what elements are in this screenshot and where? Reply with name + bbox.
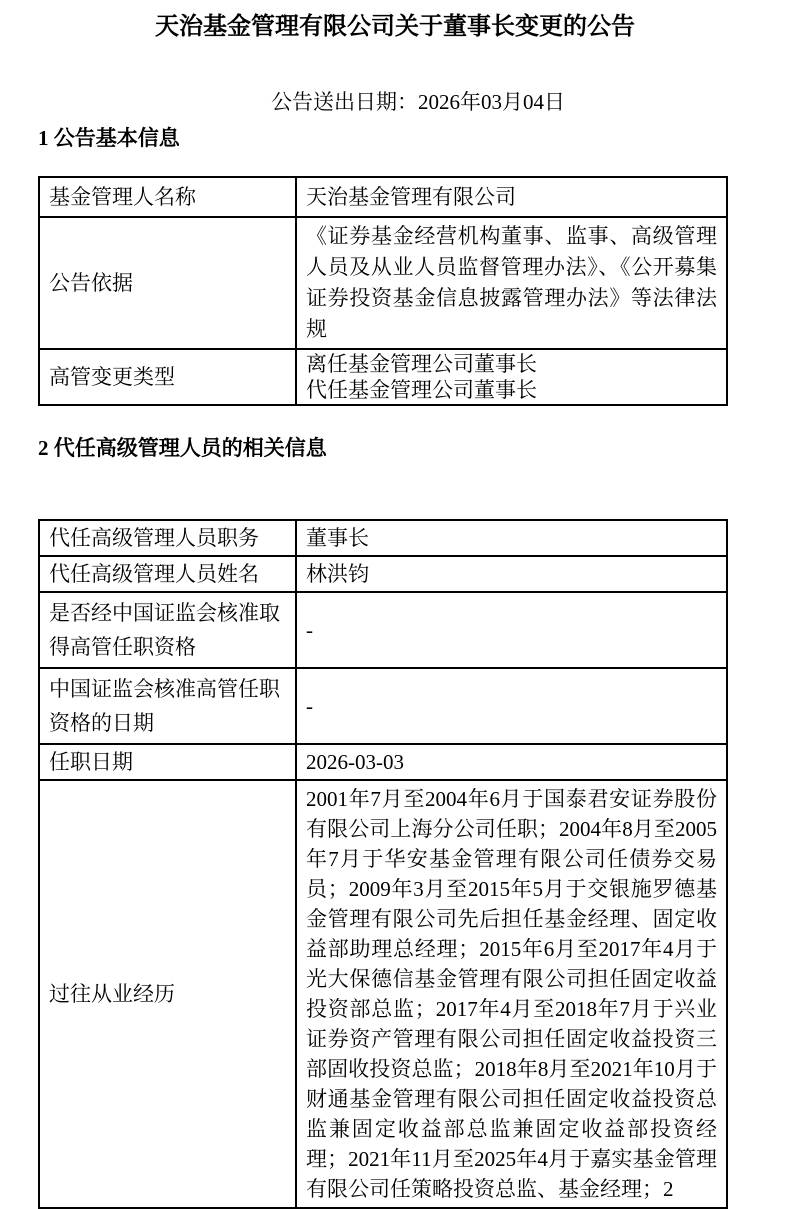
table-row-acting-name <box>39 556 727 592</box>
row-label: 公告依据 <box>39 217 296 349</box>
row-value: 2001年7月至2004年6月于国泰君安证券股份有限公司上海分公司任职；2004年8月至2005年7月于华安基金管理有限公司任债券交易员；2009年3月至2015年5月于交银施罗德基金管理有限公司先后担任基金经理、固定收益部助理总经理；2015年6月至2017年4月于光大保德信基金管理有限公司担任固定收益投资部总监；2017年4月至2018年7月于兴业证券资产管理有限公司担任固定收益投资三部固收投资总监；2018年8月至2021年10月于财通基金管理有限公司担任固定收益投资总监兼固定收益部总监兼固定收益部投资经理；2021年11月至2025年4月于嘉实基金管理有限公司任策略投资总监、基金经理；2 <box>296 780 727 1208</box>
table-row-acting-position <box>39 520 727 556</box>
row-value: - <box>296 668 727 744</box>
row-label: 是否经中国证监会核准取得高管任职资格 <box>39 592 296 668</box>
change-type-line-1: 离任基金管理公司董事长 <box>306 352 537 376</box>
section-1-heading: 1 公告基本信息 <box>38 126 180 150</box>
table-row-csrc-approval <box>39 592 727 668</box>
row-label: 基金管理人名称 <box>39 177 296 217</box>
row-label: 代任高级管理人员职务 <box>39 520 296 556</box>
row-label: 代任高级管理人员姓名 <box>39 556 296 592</box>
row-value: 2026-03-03 <box>296 744 727 780</box>
row-label: 任职日期 <box>39 744 296 780</box>
row-label: 中国证监会核准高管任职资格的日期 <box>39 668 296 744</box>
table-row-announcement-basis <box>39 217 727 349</box>
row-value <box>296 349 727 405</box>
document-title: 天治基金管理有限公司关于董事长变更的公告 <box>155 14 635 40</box>
row-label: 高管变更类型 <box>39 349 296 405</box>
table-row-fund-manager-name <box>39 177 727 217</box>
basic-info-table <box>38 176 728 406</box>
row-value: 《证券基金经营机构董事、监事、高级管理人员及从业人员监督管理办法》、《公开募集证券投资基金信息披露管理办法》等法律法规 <box>296 217 727 349</box>
section-2-heading: 2 代任高级管理人员的相关信息 <box>38 436 327 460</box>
row-value: - <box>296 592 727 668</box>
row-value: 林洪钧 <box>296 556 727 592</box>
table-row-csrc-approval-date <box>39 668 727 744</box>
acting-executive-info-table <box>38 519 728 1209</box>
change-type-line-2: 代任基金管理公司董事长 <box>306 378 537 402</box>
row-label: 过往从业经历 <box>39 780 296 1208</box>
row-value: 天治基金管理有限公司 <box>296 177 727 217</box>
announcement-date-line: 公告送出日期：2026年03月04日 <box>271 90 565 114</box>
table-row-executive-change-type <box>39 349 727 405</box>
row-value: 董事长 <box>296 520 727 556</box>
table-row-appointment-date <box>39 744 727 780</box>
table-row-career-history <box>39 780 727 1208</box>
